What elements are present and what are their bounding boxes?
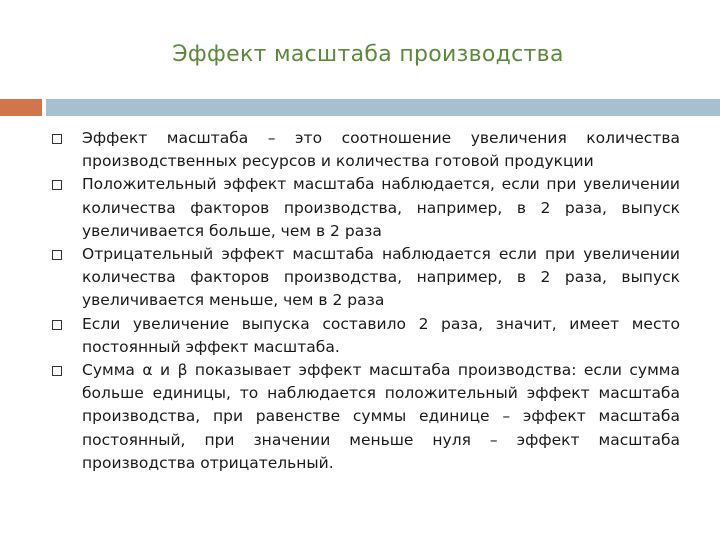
bullet-text: Эффект масштаба – это соотношение увеличения количества производственных ресурсов и количества готовой продукции [82,129,680,171]
bullet-text: Если увеличение выпуска составило 2 раза, значит, имеет место постоянный эффект масштаба. [82,314,680,356]
bullet-item-negative [52,243,680,313]
hollow-square-bullet-icon [52,320,62,330]
bullet-text: Отрицательный эффект масштаба наблюдается если при увеличении количества факторов производства, например, в 2 раза, выпуск увеличивается меньше, чем в 2 раза [82,245,680,310]
bullet-item-constant [52,313,680,359]
bullet-item-positive [52,173,680,243]
accent-bar-blue [46,99,720,116]
slide-title: Эффект масштаба производства [172,42,564,67]
bullet-text: Положительный эффект масштаба наблюдается, если при увеличении количества факторов производства, например, в 2 раза, выпуск увеличивается больше, чем в 2 раза [82,175,680,240]
hollow-square-bullet-icon [52,134,62,144]
bullet-item-definition [52,127,680,173]
hollow-square-bullet-icon [52,180,62,190]
hollow-square-bullet-icon [52,250,62,260]
bullet-item-alpha-beta [52,359,680,475]
bullet-list [52,127,680,475]
bullet-text: Сумма α и β показывает эффект масштаба производства: если сумма больше единицы, то наблюдается положительный эффект масштаба производства, при равенстве суммы единице – эффект масштаба постоянный, при значении меньше нуля – эффект масштаба производства отрицательный. [82,361,680,472]
accent-bar-orange [0,99,42,116]
hollow-square-bullet-icon [52,366,62,376]
